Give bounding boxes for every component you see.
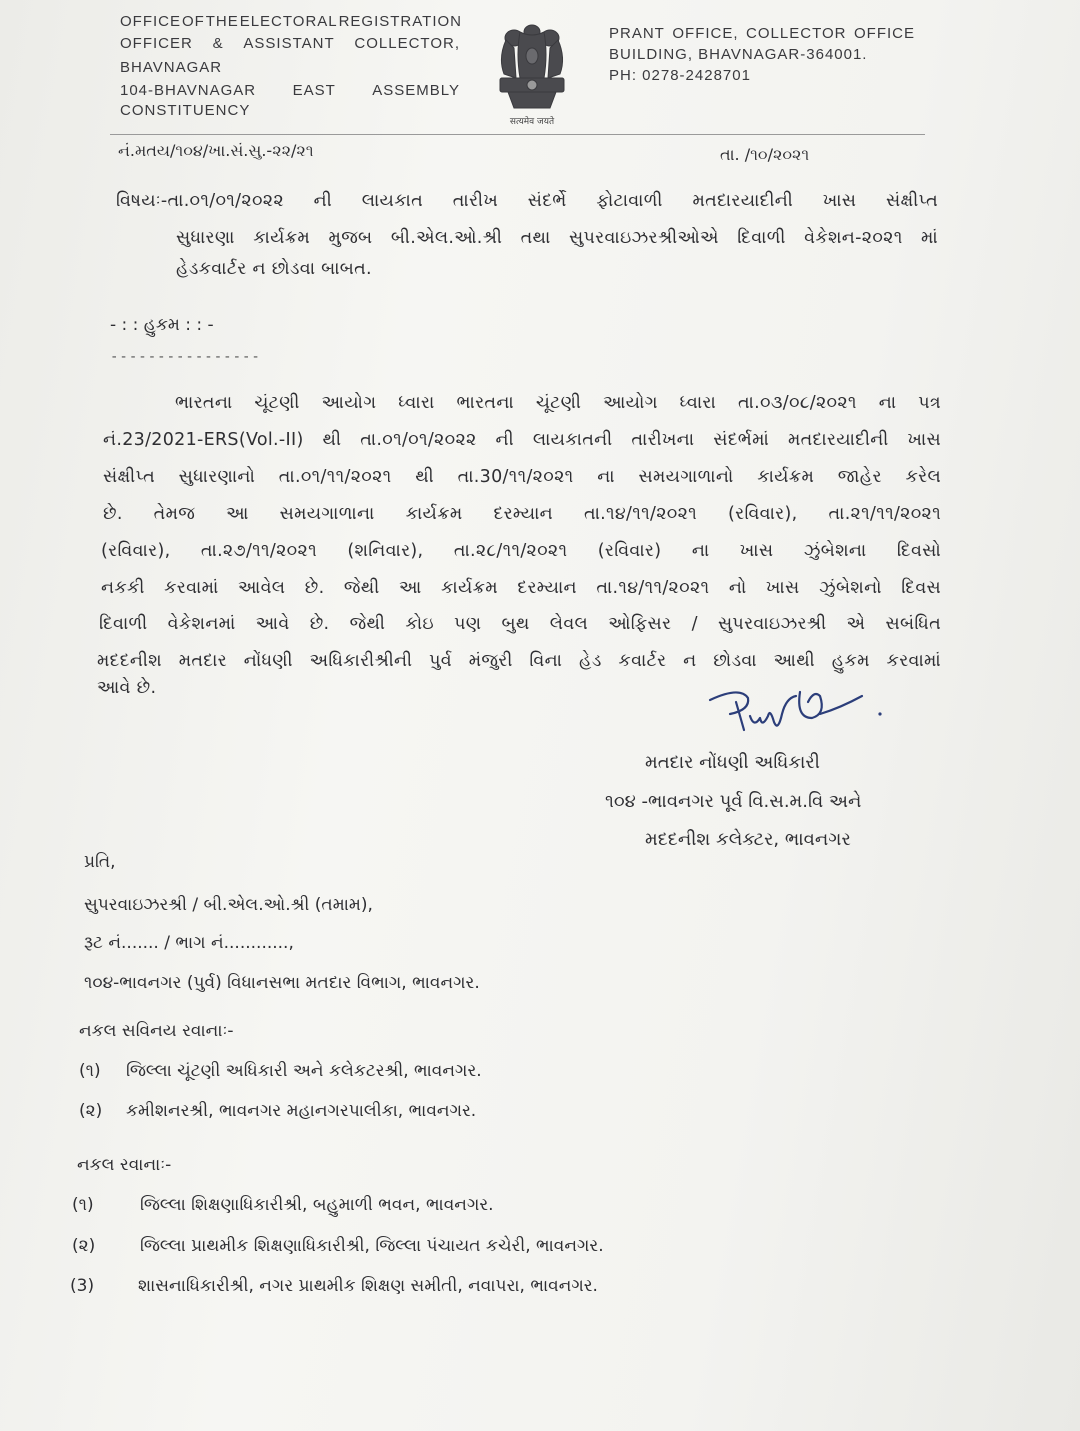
header-right-line-3: PH: 0278-2428701 — [609, 67, 751, 84]
header-word: & — [212, 35, 224, 52]
copy-item-number: (૧) — [79, 1061, 101, 1081]
header-left-line-2 — [120, 36, 460, 51]
header-left-line-1 — [120, 14, 462, 29]
header-word: ASSISTANT — [243, 35, 335, 52]
copy-item-number: (૧) — [72, 1195, 94, 1215]
header-word: OFFICE — [853, 25, 915, 42]
emblem-motto: सत्यमेव जयते — [509, 117, 555, 127]
header-word: EAST — [292, 82, 336, 99]
header-word: 104-BHAVNAGAR — [120, 82, 257, 99]
header-word: ELECTORAL — [239, 13, 338, 30]
header-word: ASSEMBLY — [372, 82, 460, 99]
letter-date: તા. /૧૦/૨૦૨૧ — [720, 145, 810, 164]
reference-number: નં.મતય/૧૦૪/ખા.સં.સુ.-૨૨/૨૧ — [118, 141, 314, 160]
header-word: COLLECTOR — [746, 25, 847, 42]
subject-line: હેડકવાર્ટર ન છોડવા બાબત. — [176, 259, 372, 279]
copy-label: નકલ રવાનાઃ- — [77, 1155, 172, 1175]
header-word: COLLECTOR, — [354, 35, 460, 52]
copy-item-number: (3) — [70, 1276, 95, 1296]
copy-item-number: (૨) — [79, 1101, 103, 1121]
body-line: નકકી કરવામાં આવેલ છે. જેથી આ કાર્યક્રમ દરમ્યાન તા.૧૪/૧૧/૨૦૨૧ નો ખાસ ઝુંબેશનો દિવસ — [101, 578, 941, 598]
header-word: OF — [181, 13, 205, 30]
body-line: મદદનીશ મતદાર નોંધણી અધિકારીશ્રીની પુર્વ મંજુરી વિના હેડ કવાર્ટર ન છોડવા આથી હુકમ કરવામાં — [97, 651, 941, 671]
header-left-line-3: BHAVNAGAR — [120, 59, 223, 76]
header-word: THE — [205, 13, 239, 30]
header-divider — [110, 134, 925, 135]
subject-line: સુધારણા કાર્યક્રમ મુજબ બી.એલ.ઓ.શ્રી તથા સુપરવાઇઝરશ્રીઓએ દિવાળી વેકેશન-૨૦૨૧ માં — [176, 228, 938, 248]
header-right-line-1 — [609, 26, 915, 41]
body-line: ભારતના ચૂંટણી આયોગ ધ્વારા ભારતના ચૂંટણી આયોગ ધ્વારા તા.૦૩/૦૮/૨૦૨૧ ના પત્ર — [175, 393, 941, 413]
header-word: OFFICE — [120, 13, 181, 30]
header-word: OFFICE, — [672, 25, 739, 42]
copy-item-text: જિલ્લા પ્રાથમીક શિક્ષણાધિકારીશ્રી, જિલ્લા પંચાયત કચેરી, ભાવનગર. — [140, 1236, 604, 1256]
body-line: (રવિવાર), તા.૨૭/૧૧/૨૦૨૧ (શનિવાર), તા.૨૮/૧૧/૨૦૨૧ (રવિવાર) ના ખાસ ઝુંબેશના દિવસો — [101, 541, 941, 561]
copy-item-text: જિલ્લા શિક્ષણાધિકારીશ્રી, બહુમાળી ભવન, ભાવનગર. — [140, 1195, 494, 1215]
header-word: PRANT — [609, 25, 665, 42]
header-word: OFFICER — [120, 35, 193, 52]
copy-item-text: કમીશનરશ્રી, ભાવનગર મહાનગરપાલીકા, ભાવનગર. — [126, 1101, 477, 1121]
national-emblem-icon — [486, 18, 578, 128]
body-line: આવે છે. — [97, 678, 157, 698]
header-right-line-2: BUILDING, BHAVNAGAR-364001. — [609, 46, 868, 63]
body-line: સંક્ષીપ્ત સુધારણાનો તા.૦૧/૧૧/૨૦૨૧ થી તા.30/૧૧/૨૦૨૧ ના સમયગાળાનો કાર્યક્રમ જાહેર કરેલ — [103, 467, 941, 487]
signatory-line: મદદનીશ કલેક્ટર, ભાવનગર — [645, 829, 851, 850]
copy-item-text: જિલ્લા ચૂંટણી અધિકારી અને કલેકટરશ્રી, ભાવનગર. — [126, 1061, 482, 1081]
body-line: નં.23/2021-ERS(Vol.-II) થી તા.૦૧/૦૧/૨૦૨૨ ની લાયકાતની તારીખના સંદર્ભમાં મતદારયાદીની ખાસ — [103, 430, 941, 450]
handwritten-signature — [700, 678, 890, 748]
header-word: REGISTRATION — [338, 13, 462, 30]
signatory-line: મતદાર નોંધણી અધિકારી — [645, 752, 820, 773]
subject-line: વિષયઃ-તા.૦૧/૦૧/૨૦૨૨ ની લાયકાત તારીખ સંદર્ભે ફોટાવાળી મતદારયાદીની ખાસ સંક્ષીપ્ત — [116, 191, 938, 211]
order-underline: ---------------- — [110, 349, 261, 365]
header-left-line-5: CONSTITUENCY — [120, 102, 251, 119]
addressee-line: ૧૦૪-ભાવનગર (પુર્વ) વિધાનસભા મતદાર વિભાગ, ભાવનગર. — [84, 973, 480, 993]
order-heading: - : : હુકમ : : - — [110, 315, 214, 335]
body-line: છે. તેમજ આ સમયગાળાના કાર્યક્રમ દરમ્યાન તા.૧૪/૧૧/૨૦૨૧ (રવિવાર), તા.૨૧/૧૧/૨૦૨૧ — [103, 504, 941, 524]
copy-respectful-label: નકલ સવિનય રવાનાઃ- — [79, 1021, 234, 1041]
header-left-line-4 — [120, 83, 460, 98]
body-line: દિવાળી વેકેશનમાં આવે છે. જેથી કોઇ પણ બુથ લેવલ ઓફિસર / સુપરવાઇઝરશ્રી એ સબંધિત — [99, 614, 941, 634]
copy-item-text: શાસનાધિકારીશ્રી, નગર પ્રાથમીક શિક્ષણ સમીતી, નવાપરા, ભાવનગર. — [138, 1276, 598, 1296]
copy-item-number: (૨) — [72, 1236, 96, 1256]
addressee-line: રૂટ નં....... / ભાગ નં............, — [84, 933, 294, 953]
addressee-line: સુપરવાઇઝરશ્રી / બી.એલ.ઓ.શ્રી (તમામ), — [84, 895, 373, 915]
to-label: પ્રતિ, — [84, 852, 116, 872]
signatory-line: ૧૦૪ -ભાવનગર પૂર્વ વિ.સ.મ.વિ અને — [605, 791, 862, 812]
